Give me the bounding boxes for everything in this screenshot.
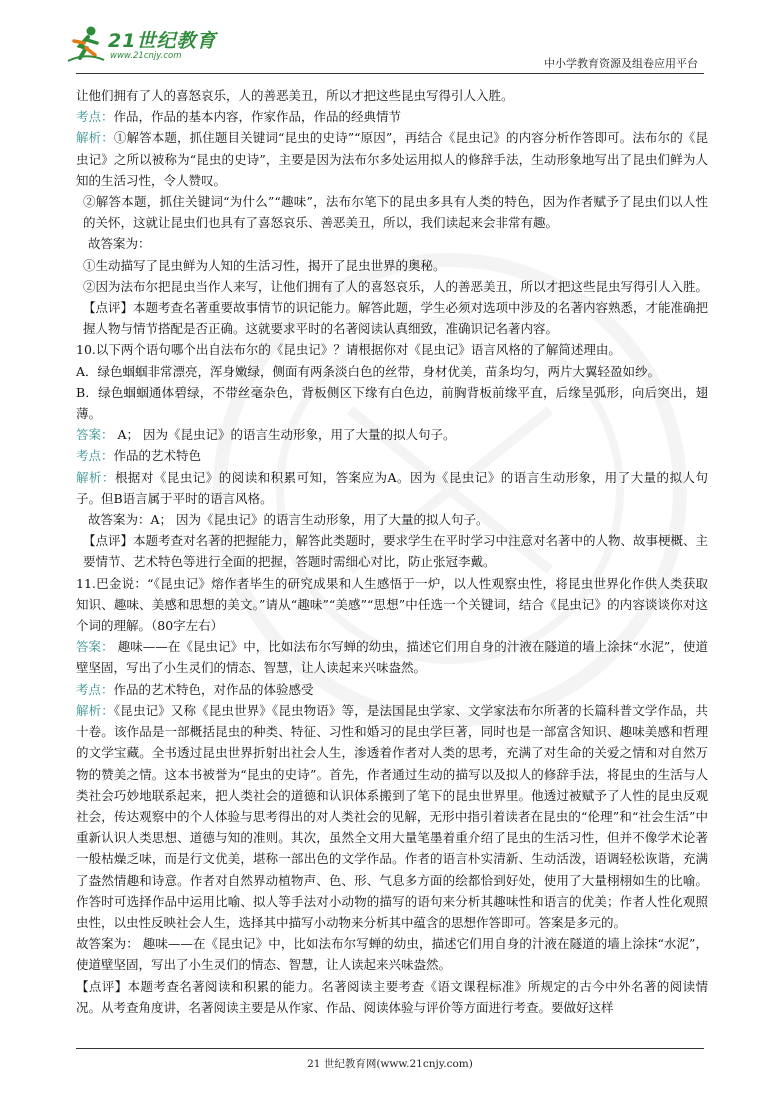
jiexi-text: ①解答本题，抓住题目关键词“昆虫的史诗”“原因”，再结合《昆虫记》的内容分析作答即可。法布尔的《昆虫记》之所以被称为“昆虫的史诗”，主要是因为法布尔多处运用拟人的修辞手法，生动形象地写出了昆虫们鲜为人知的生活习性，令人赞叹。	[76, 130, 708, 188]
answer-label: 答案：	[76, 427, 114, 443]
page-header	[0, 0, 780, 80]
jiexi-label: 解析：	[76, 130, 114, 146]
question-10: 10.以下两个语句哪个出自法布尔的《昆虫记》？请根据你对《昆虫记》语言风格的了解简述理由。	[76, 342, 621, 358]
kaodian-label: 考点：	[76, 681, 114, 697]
option-b: B．绿色蝈蝈通体碧绿，不带丝毫杂色，背板侧区下缘有白色边，前胸背板前缘平直，后缘呈弧形，向后突出，翅薄。	[76, 384, 708, 422]
logo-brand-text: 21世纪教育	[108, 30, 217, 52]
footer-divider	[76, 1048, 704, 1049]
runner-icon	[66, 24, 106, 64]
jiexi-label: 解析：	[76, 702, 114, 718]
kaodian-line	[76, 445, 708, 466]
kaodian-label: 考点：	[76, 448, 114, 464]
answer-text: 趣味——在《昆虫记》中，比如法布尔写蝉的幼虫，描述它们用自身的汁液在隧道的墙上涂抹“水泥”，使道壁坚固，写出了小生灵们的情态、智慧，让人读起来兴味盎然。	[76, 639, 708, 676]
answer-item: ②因为法布尔把昆虫当作人来写，让他们拥有了人的喜怒哀乐，人的善恶美丑，所以才把这些昆虫写得引人入胜。	[83, 278, 709, 294]
jiexi-text: 《昆虫记》又称《昆虫世界》《昆虫物语》等，是法国昆虫学家、文学家法布尔所著的长篇科普文学作品，共十卷。该作品是一部概括昆虫的种类、特征、习性和婚习的昆虫学巨著，同时也是一部富含知识、趣味美感和哲理的文学宝藏。全书透过昆虫世界折射出社会人生，渗透着作者对人类的思考，充满了对生命的关爱之情和对自然万物的赞美之情。这本书被誉为“昆虫的史诗”。首先，作者通过生动的描写以及拟人的修辞手法，将昆虫的生活与人类社会巧妙地联系起来，把人类社会的道德和认识体系搬到了笔下的昆虫世界里。他透过被赋予了人性的昆虫反观社会，传达观察中的个人体验与思考得出的对人类社会的见解，无形中指引着读者在昆虫的“伦理”和“社会生活”中重新认识人类思想、道德与知的准则。其次，虽然全文用大量笔墨着重介绍了昆虫的生活习性，但并不像学术论著一般枯燥乏味，而是行文优美，堪称一部出色的文学作品。作者的语言朴实清新、生动活泼，语调轻松诙谐，充满了盎然情趣和诗意。作者对自然界动植物声、色、形、气息多方面的绘都恰到好处，使用了大量栩栩如生的比喻。作答时可选择作品中运用比喻、拟人等手法对小动物的描写的语句来分析其趣味性和语言的优美；作者人性化观照虫性，以虫性反映社会人生，选择其中描写小动物来分析其中蕴含的思想作答即可。答案是多元的。	[76, 702, 708, 930]
answer-line	[76, 636, 708, 678]
jiexi-paragraph	[76, 700, 708, 933]
answer-item: ①生动描写了昆虫鲜为人知的生活习性，揭开了昆虫世界的奥秘。	[83, 257, 446, 273]
logo-url-text: www.21cnjy.com	[110, 51, 182, 61]
kaodian-line	[76, 679, 708, 700]
kaodian-line	[76, 106, 708, 127]
question-11: 11.巴金说：“《昆虫记》熔作者毕生的研究成果和人生感悟于一炉，以人性观察虫性，将昆虫世界化作供人类获取知识、趣味、美感和思想的美文。”请从“趣味”“美感”“思想”中任选一个关键词，结合《昆虫记》的内容谈谈你对这个词的理解。（80字左右）	[76, 575, 708, 634]
paragraph: 让他们拥有了人的喜怒哀乐，人的善恶美丑，所以才把这些昆虫写得引人入胜。	[76, 88, 514, 103]
document-body	[76, 85, 708, 1018]
jiexi-label: 解析：	[76, 469, 115, 485]
kaodian-text: 作品的艺术特色	[113, 448, 202, 464]
option-a: A．绿色蝈蝈非常漂亮，浑身嫩绿，侧面有两条淡白色的丝带，身材优美，苗条均匀，两片大翼轻盈如纱。	[76, 363, 661, 379]
kaodian-text: 作品的艺术特色，对作品的体验感受	[113, 681, 314, 697]
answer-label: 答案：	[76, 639, 114, 655]
kaodian-text: 作品，作品的基本内容，作家作品，作品的经典情节	[113, 109, 402, 125]
paragraph: ②解答本题，抓住关键词“为什么”“趣味”，法布尔笔下的昆虫多具有人类的特色，因为作者赋予了昆虫们以人性的关怀，这就让昆虫们也具有了喜怒哀乐、善恶美丑，所以，我们读起来会非常有趣。	[83, 194, 708, 231]
jiexi-paragraph	[76, 467, 708, 509]
header-platform-text: 中小学教育资源及组卷应用平台	[544, 57, 698, 70]
comment-paragraph: 【点评】本题考查名著重要故事情节的识记能力。解答此题，学生必须对选项中涉及的名著内容熟悉，才能准确把握人物与情节搭配是否正确。这就要求平时的名著阅读认真细致，准确识记名著内容。	[83, 300, 709, 337]
answer-line	[76, 424, 708, 445]
site-logo[interactable]	[66, 24, 226, 74]
comment-paragraph: 【点评】本题考查对名著的把握能力，解答此类题时，要求学生在平时学习中注意对名著中的人物、故事梗概、主要情节、艺术特色等进行全面的把握，答题时需细心对比，防止张冠李戴。	[83, 533, 709, 570]
answer-text: A； 因为《昆虫记》的语言生动形象，用了大量的拟人句子。	[113, 427, 456, 443]
comment-paragraph: 【点评】本题考查名著阅读和积累的能力。名著阅读主要考查《语文课程标准》所规定的古今中外名著的阅读情况。从考查角度讲，名著阅读主要是从作家、作品、阅读体验与评价等方面进行考查。要做好这样	[76, 978, 708, 1015]
kaodian-label: 考点：	[76, 109, 114, 125]
page-footer[interactable]: 21 世纪教育网(www.21cnjy.com)	[307, 1058, 473, 1070]
answer-intro: 故答案为：	[88, 236, 151, 252]
answer-summary: 故答案为：A； 因为《昆虫记》的语言生动形象，用了大量的拟人句子。	[88, 512, 489, 528]
jiexi-paragraph	[76, 127, 708, 191]
jiexi-text: 根据对《昆虫记》的阅读和积累可知，答案应为A。因为《昆虫记》的语言生动形象，用了大量的拟人句子。但B语言属于平时的语言风格。	[76, 469, 708, 506]
answer-summary: 故答案为： 趣味——在《昆虫记》中，比如法布尔写蝉的幼虫，描述它们用自身的汁液在隧道的墙上涂抹“水泥”，使道壁坚固，写出了小生灵们的情态、智慧，让人读起来兴味盎然。	[76, 936, 708, 973]
header-divider	[76, 73, 704, 74]
